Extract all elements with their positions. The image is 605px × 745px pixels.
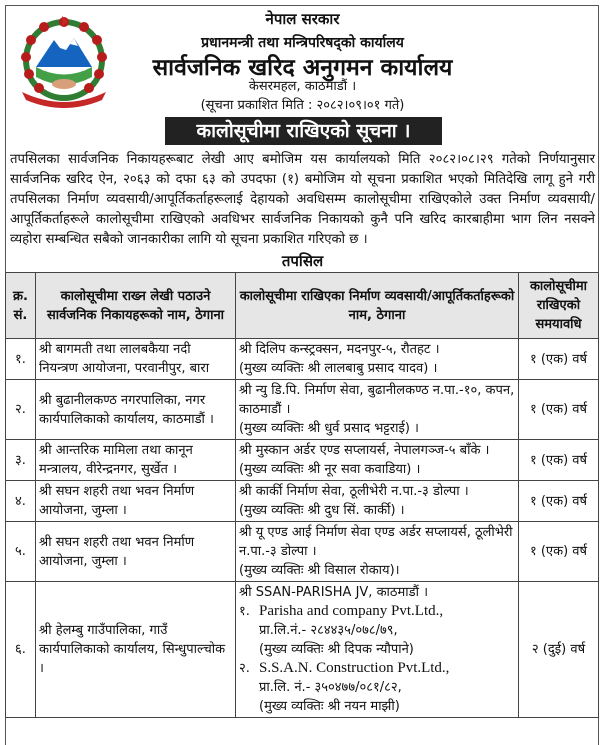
firm-person: (मुख्य व्यक्तिः श्री लालबाबु प्रसाद यादव) । (239, 361, 438, 376)
firm-person: (मुख्य व्यक्तिः श्री दुध सिं. कार्की) । (239, 503, 405, 518)
col-sn: क्र. सं. (6, 273, 36, 339)
firm-person: (मुख्य व्यक्तिः श्री धुर्व प्रसाद भट्टराई) । (239, 421, 419, 436)
member-person: (मुख्य व्यक्तिः श्री नयन माझी) (259, 699, 400, 714)
row-firm (236, 481, 519, 522)
row-public-body: श्री सघन शहरी तथा भवन निर्माण आयोजना, जुम्ला । (36, 481, 236, 522)
firm-name: श्री यू एण्ड आई निर्माण सेवा एण्ड अर्डर सप्लायर्स, ठूलीभेरी न.पा.-३ डोल्पा । (239, 525, 513, 559)
row-period: १ (एक) वर्ष (519, 380, 599, 440)
member-reg: प्रा.लि. नं.- ३५०४७७/०८१/८२, (259, 680, 402, 695)
row-public-body: श्री बुढानीलकण्ठ नगरपालिका, नगर कार्यपालिकाको कार्यालय, काठमाडौं । (36, 380, 236, 440)
member-name: Parisha and company Pvt.Ltd., (259, 603, 444, 619)
table-row (6, 522, 599, 582)
blacklist-table (5, 272, 599, 718)
firm-person: (मुख्य व्यक्तिः श्री विसाल रोकाय)। (239, 563, 400, 578)
notice-paragraph: तपसिलका सार्वजनिक निकायहरूबाट लेखी आए बमोजिम यस कार्यालयको मिति २०८२।०८।२९ गतेको निर्णयानुसार सार्वजनिक खरिद ऐन, २०६३ को दफा ६३ को उपदफा (१) बमोजिम यो सूचना प्रकाशित भएको मितिदेखि लागू हुने गरी तपसिलका निर्माण व्यवसायी/आपूर्तिकर्ताहरूलाई देहायको अवधिसम्म कालोसूचीमा राखिएकोले उक्त निर्माण व्यवसायी/आपूर्तिकर्ताहरूले कालोसूचीमा राखिएको अवधिभर सार्वजनिक निकायको कुनै पनि खरिद कारबाहीमा भाग लिन नसक्ने व्यहोरा सम्बन्धित सबैको जानकारीका लागि यो सूचना प्रकाशित गरिएको छ । (10, 152, 595, 247)
table-row (6, 339, 599, 380)
row-period: २ (दुई) वर्ष (519, 582, 599, 718)
table-row (6, 440, 599, 481)
schedule-heading: तपसिल (281, 252, 324, 270)
row-firm (236, 440, 519, 481)
row-sn: ४. (6, 481, 36, 522)
table-header-row (6, 273, 599, 339)
table-row (6, 582, 599, 718)
header-office: सार्वजनिक खरिद अनुगमन कार्यालय (152, 55, 453, 81)
row-firm (236, 339, 519, 380)
notice-title: कालोसूचीमा राखिएको सूचना । (165, 117, 442, 145)
row-public-body: श्री बागमती तथा लालबकैया नदी नियन्त्रण आयोजना, परवानीपुर, बारा (36, 339, 236, 380)
firm-name: श्री दिलिप कन्स्ट्रक्सन, मदनपुर-५, रौतहट । (239, 342, 440, 357)
row-period: १ (एक) वर्ष (519, 440, 599, 481)
row-public-body: श्री आन्तरिक मामिला तथा कानून मन्त्रालय, वीरेन्द्रनगर, सुर्खेत । (36, 440, 236, 481)
firm-person: (मुख्य व्यक्तिः श्री नूर सवा कवाडिया) । (239, 462, 421, 477)
header-publish-date: (सूचना प्रकाशित मिति : २०८२।०९।०१ गते) (200, 98, 405, 113)
row-firm (236, 380, 519, 440)
member-number: २. (239, 661, 250, 676)
member-name: S.S.A.N. Construction Pvt.Ltd., (259, 660, 450, 676)
row-sn: ६. (6, 582, 36, 718)
header-address: केसरमहल, काठमाडौं । (248, 79, 357, 94)
col-period: कालोसूचीमा राखिएको समयावधि (519, 273, 599, 339)
col-public-body: कालोसूचीमा राख्न लेखी पठाउने सार्वजनिक निकायहरूको नाम, ठेगाना (36, 273, 236, 339)
member-person: (मुख्य व्यक्तिः श्री दिपक न्यौपाने) (259, 642, 414, 657)
row-firm (236, 582, 519, 718)
row-period: १ (एक) वर्ष (519, 522, 599, 582)
col-firm: कालोसूचीमा राखिएका निर्माण व्यवसायी/आपूर्तिकर्ताहरूको नाम, ठेगाना (236, 273, 519, 339)
member-number: १. (239, 604, 250, 619)
jv-member (239, 659, 515, 716)
header-government: नेपाल सरकार (265, 10, 340, 28)
row-firm (236, 522, 519, 582)
jv-name: श्री SSAN-PARISHA JV, काठमाडौं । (239, 585, 428, 600)
firm-name: श्री न्यु डि.पि. निर्माण सेवा, बुढानीलकण्ठ न.पा.-१०, कपन, काठमाडौं । (239, 383, 515, 417)
table-row (6, 481, 599, 522)
firm-name: श्री कार्की निर्माण सेवा, ठूलीभेरी न.पा.-३ डोल्पा । (239, 484, 469, 499)
row-public-body: श्री सघन शहरी तथा भवन निर्माण आयोजना, जुम्ला । (36, 522, 236, 582)
firm-name: श्री मुस्कान अर्डर एण्ड सप्लायर्स, नेपालगञ्ज-५ बाँके । (239, 443, 490, 458)
member-reg: प्रा.लि.नं.- २८४४३५/०७८/७९, (259, 623, 398, 638)
row-period: १ (एक) वर्ष (519, 339, 599, 380)
row-public-body: श्री हेलम्बु गाउँपालिका, गाउँ कार्यपालिकाको कार्यालय, सिन्धुपाल्चोक । (36, 582, 236, 718)
row-period: १ (एक) वर्ष (519, 481, 599, 522)
row-sn: ३. (6, 440, 36, 481)
row-sn: ५. (6, 522, 36, 582)
row-sn: २. (6, 380, 36, 440)
row-sn: १. (6, 339, 36, 380)
jv-member (239, 602, 515, 659)
header-ministry: प्रधानमन्त्री तथा मन्त्रिपरिषद्को कार्यालय (201, 35, 404, 51)
table-row (6, 380, 599, 440)
